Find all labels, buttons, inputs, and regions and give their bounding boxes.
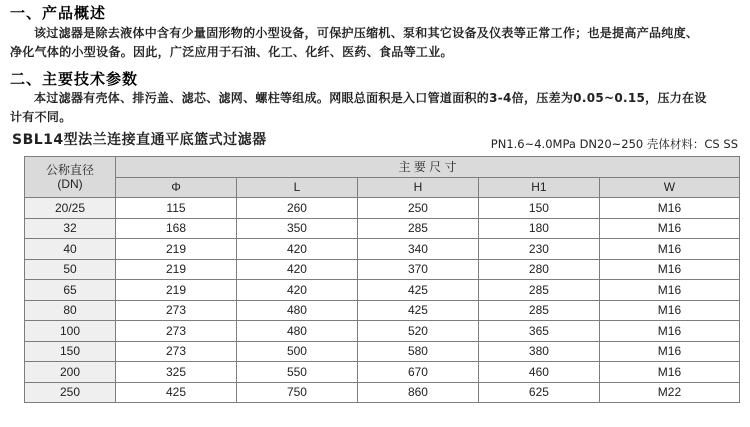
table-row: [25, 341, 740, 362]
table-row: [25, 362, 740, 383]
cell-dn: 200: [25, 362, 116, 383]
cell-l: 500: [236, 341, 357, 362]
cell-phi: 219: [116, 259, 237, 280]
cell-h1: 280: [478, 259, 599, 280]
section-heading-overview: 一、产品概述: [10, 4, 107, 22]
cell-w: M16: [599, 362, 739, 383]
cell-phi: 325: [116, 362, 237, 383]
cell-dn: 250: [25, 382, 116, 403]
table-row: [25, 321, 740, 342]
group-header: 主 要 尺 寸: [116, 157, 740, 178]
overview-line-1: 该过滤器是除去液体中含有少量固形物的小型设备，可保护压缩机、泵和其它设备及仪表等正常工作；也是提高产品纯度、: [34, 26, 699, 40]
cell-l: 260: [236, 198, 357, 219]
cell-h: 250: [357, 198, 478, 219]
cell-phi: 425: [116, 382, 237, 403]
cell-h: 425: [357, 300, 478, 321]
cell-w: M16: [599, 218, 739, 239]
cell-l: 480: [236, 321, 357, 342]
cell-l: 750: [236, 382, 357, 403]
cell-h: 370: [357, 259, 478, 280]
cell-h: 670: [357, 362, 478, 383]
cell-h: 285: [357, 218, 478, 239]
cell-w: M16: [599, 321, 739, 342]
cell-h: 340: [357, 239, 478, 260]
cell-h1: 285: [478, 300, 599, 321]
cell-w: M16: [599, 198, 739, 219]
cell-l: 420: [236, 239, 357, 260]
table-row: [25, 239, 740, 260]
table-row: [25, 300, 740, 321]
column-header-h: H: [357, 177, 478, 198]
table-row: [25, 198, 740, 219]
cell-h1: 150: [478, 198, 599, 219]
dn-header: [25, 157, 116, 198]
column-header-l: L: [236, 177, 357, 198]
cell-dn: 20/25: [25, 198, 116, 219]
column-header-h1: H1: [478, 177, 599, 198]
parameters-line-1: 本过滤器有壳体、排污盖、滤芯、滤网、螺柱等组成。网眼总面积是入口管道面积的3-4倍，压差为0.05~0.15，压力在设: [34, 91, 707, 105]
cell-phi: 219: [116, 239, 237, 260]
cell-w: M16: [599, 259, 739, 280]
table-row: [25, 280, 740, 301]
cell-h1: 285: [478, 280, 599, 301]
table-body: [25, 198, 740, 403]
cell-phi: 115: [116, 198, 237, 219]
cell-h1: 460: [478, 362, 599, 383]
table-title: SBL14型法兰连接直通平底篮式过滤器: [12, 132, 267, 148]
table-row: [25, 382, 740, 403]
cell-phi: 219: [116, 280, 237, 301]
cell-w: M16: [599, 239, 739, 260]
cell-h: 860: [357, 382, 478, 403]
cell-h: 520: [357, 321, 478, 342]
cell-h: 425: [357, 280, 478, 301]
table-spec: PN1.6~4.0MPa DN20~250 壳体材料：CS SS: [490, 137, 738, 151]
overview-paragraph: [10, 24, 738, 62]
cell-dn: 150: [25, 341, 116, 362]
cell-h1: 180: [478, 218, 599, 239]
cell-h: 580: [357, 341, 478, 362]
cell-w: M16: [599, 280, 739, 301]
cell-h1: 365: [478, 321, 599, 342]
cell-dn: 50: [25, 259, 116, 280]
column-header-w: W: [599, 177, 739, 198]
cell-l: 350: [236, 218, 357, 239]
cell-dn: 40: [25, 239, 116, 260]
cell-dn: 80: [25, 300, 116, 321]
cell-dn: 65: [25, 280, 116, 301]
cell-l: 480: [236, 300, 357, 321]
cell-l: 420: [236, 259, 357, 280]
cell-l: 550: [236, 362, 357, 383]
cell-dn: 32: [25, 218, 116, 239]
cell-h1: 380: [478, 341, 599, 362]
cell-w: M16: [599, 341, 739, 362]
column-header-phi: Φ: [116, 177, 237, 198]
cell-w: M22: [599, 382, 739, 403]
dimensions-table: [24, 156, 740, 403]
cell-w: M16: [599, 300, 739, 321]
cell-phi: 273: [116, 321, 237, 342]
cell-phi: 273: [116, 300, 237, 321]
cell-l: 420: [236, 280, 357, 301]
parameters-paragraph: [10, 89, 738, 127]
table-row: [25, 259, 740, 280]
cell-h1: 625: [478, 382, 599, 403]
cell-h1: 230: [478, 239, 599, 260]
dn-header-label: 公称直径: [45, 163, 94, 177]
parameters-line-2: 计有不同。: [10, 110, 72, 124]
overview-line-2: 净化气体的小型设备。因此，广泛应用于石油、化工、化纤、医药、食品等工业。: [10, 45, 453, 59]
section-heading-parameters: 二、主要技术参数: [10, 70, 139, 88]
dn-header-unit: (DN): [57, 177, 83, 191]
cell-dn: 100: [25, 321, 116, 342]
table-row: [25, 218, 740, 239]
cell-phi: 168: [116, 218, 237, 239]
cell-phi: 273: [116, 341, 237, 362]
